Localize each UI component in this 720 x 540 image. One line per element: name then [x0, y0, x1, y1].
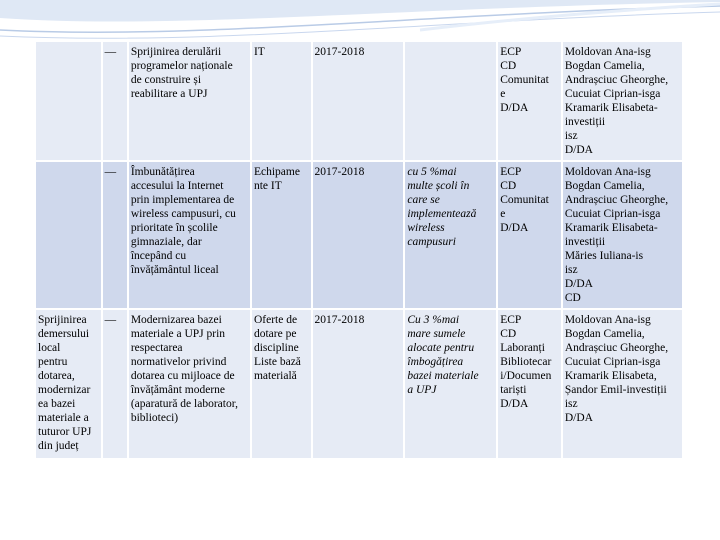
- period-cell: 2017-2018: [313, 42, 404, 160]
- activity-cell: Îmbunătățirea accesului la Internet prin implementarea de wireless campusuri, cu prioritate în școlile gimnaziale, dar începând cu învățământul liceal: [129, 162, 250, 308]
- table-row: [36, 162, 682, 308]
- partners-cell: ECP CD Comunitat e D/DA: [498, 42, 561, 160]
- responsible-cell: Moldovan Ana-isg Bogdan Camelia, Andrașciuc Gheorghe, Cucuiat Ciprian-isga Kramarik Elisabeta- investiții isz D/DA: [563, 42, 682, 160]
- table-row: [36, 42, 682, 160]
- partners-cell: ECP CD Laboranți Bibliotecar i/Documen tariști D/DA: [498, 310, 561, 458]
- row-marker: —: [103, 310, 127, 458]
- objective-cell: [36, 162, 101, 308]
- partners-cell: ECP CD Comunitat e D/DA: [498, 162, 561, 308]
- indicators-cell: cu 5 %mai multe școli în care se implementează wireless campusuri: [405, 162, 496, 308]
- period-cell: 2017-2018: [313, 310, 404, 458]
- indicators-cell: Cu 3 %mai mare sumele alocate pentru îmbogățirea bazei materiale a UPJ: [405, 310, 496, 458]
- objective-cell: [36, 42, 101, 160]
- activity-cell: Sprijinirea derulării programelor naționale de construire și reabilitare a UPJ: [129, 42, 250, 160]
- activity-cell: Modernizarea bazei materiale a UPJ prin respectarea normativelor privind dotarea cu mijloace de învățământ moderne (aparatură de laborator, biblioteci): [129, 310, 250, 458]
- resources-cell: IT: [252, 42, 311, 160]
- row-marker: —: [103, 162, 127, 308]
- indicators-cell: [405, 42, 496, 160]
- resources-cell: Echipame nte IT: [252, 162, 311, 308]
- period-cell: 2017-2018: [313, 162, 404, 308]
- responsible-cell: Moldovan Ana-isg Bogdan Camelia, Andrașciuc Gheorghe, Cucuiat Ciprian-isga Kramarik Elisabeta- investiții Măries Iuliana-is isz D/DA CD: [563, 162, 682, 308]
- table-row: [36, 310, 682, 458]
- row-marker: —: [103, 42, 127, 160]
- resources-cell: Oferte de dotare pe discipline Liste bază materială: [252, 310, 311, 458]
- objective-cell: Sprijinirea demersului local pentru dotarea, modernizar ea bazei materiale a tuturor UPJ din județ: [36, 310, 101, 458]
- action-plan-table: [34, 40, 684, 460]
- responsible-cell: Moldovan Ana-isg Bogdan Camelia, Andrașciuc Gheorghe, Cucuiat Ciprian-isga Kramarik Elisabeta, Șandor Emil-investiții isz D/DA: [563, 310, 682, 458]
